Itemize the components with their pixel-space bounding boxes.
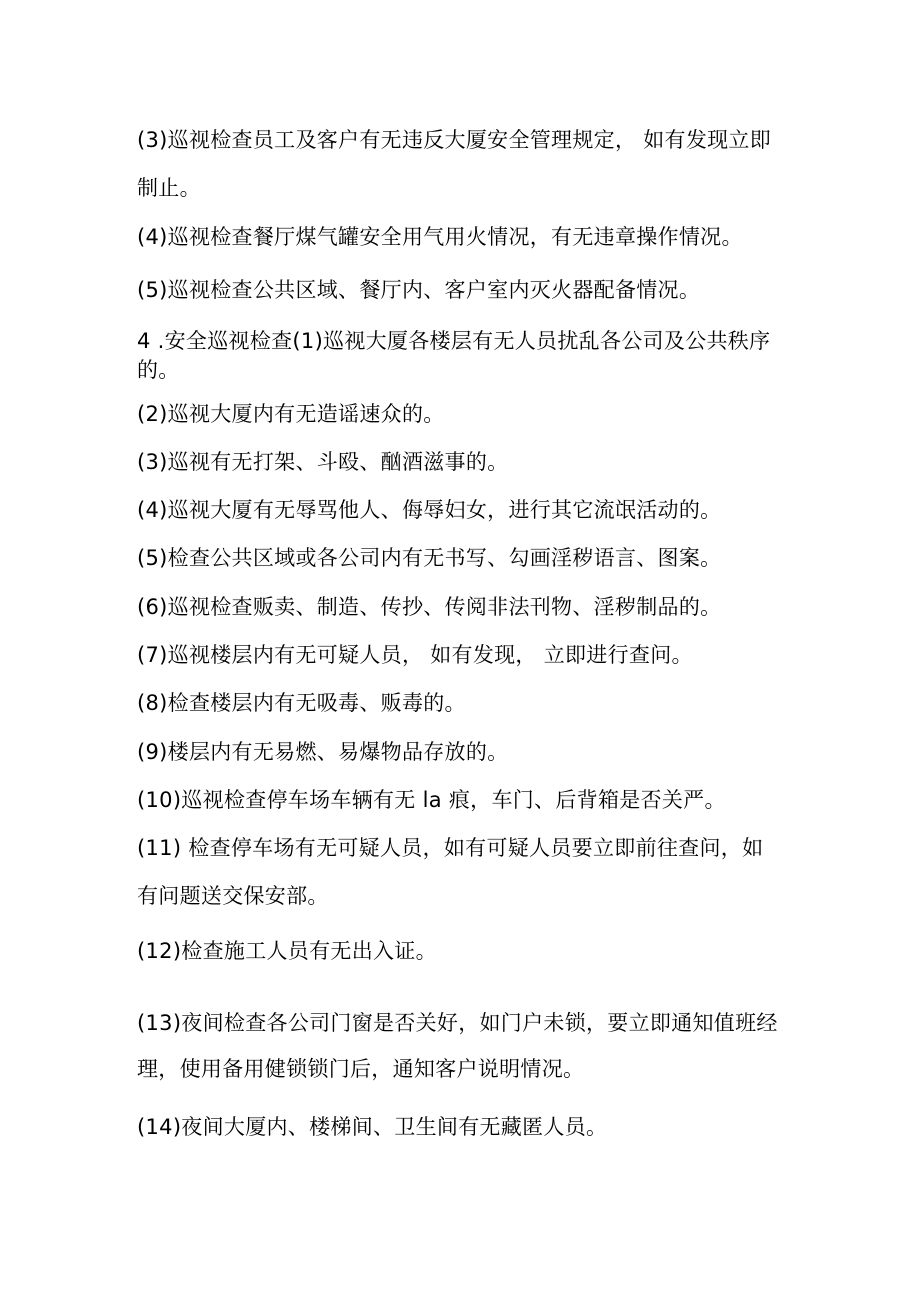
text-line: 的。 — [137, 358, 180, 382]
text-line: (7)巡视楼层内有无可疑人员， 如有发现， 立即进行查问。 — [137, 643, 693, 667]
text-line: (12)检查施工人员有无出入证。 — [137, 939, 437, 963]
text-line: 4 .安全巡视检查(1)巡视大厦各楼层有无人员扰乱各公司及公共秩序 — [137, 329, 771, 353]
text-line: (9)楼层内有无易燃、易爆物品存放的。 — [137, 740, 509, 764]
text-line: (13)夜间检查各公司门窗是否关好，如门户未锁，要立即通知值班经 — [137, 1011, 778, 1035]
text-line: (3)巡视检查员工及客户有无违反大厦安全管理规定， 如有发现立即 — [137, 128, 772, 152]
text-line: 有问题送交保安部。 — [137, 884, 329, 908]
text-line: (11) 检查停车场有无可疑人员，如有可疑人员要立即前往查问，如 — [137, 836, 764, 860]
text-line: (8)检查楼层内有无吸毒、贩毒的。 — [137, 691, 466, 715]
text-line: (3)巡视有无打架、斗殴、酗酒滋事的。 — [137, 450, 509, 474]
text-line: 制止。 — [137, 176, 201, 200]
text-line: (4)巡视大厦有无辱骂他人、侮辱妇女，进行其它流氓活动的。 — [137, 498, 722, 522]
text-line: (4)巡视检查餐厅煤气罐安全用气用火情况，有无违章操作情况。 — [137, 225, 743, 249]
text-line: (5)巡视检查公共区域、餐厅内、客户室内灭火器配备情况。 — [137, 278, 701, 302]
text-line: (5)检查公共区域或各公司内有无书写、勾画淫秽语言、图案。 — [137, 546, 722, 570]
text-line: (6)巡视检查贩卖、制造、传抄、传阅非法刊物、淫秽制品的。 — [137, 595, 722, 619]
text-line: (10)巡视检查停车场车辆有无 la 痕，车门、后背箱是否关严。 — [137, 788, 726, 812]
text-line: (14)夜间大厦内、楼梯间、卫生间有无藏匿人员。 — [137, 1115, 608, 1139]
text-line: (2)巡视大厦内有无造谣速众的。 — [137, 402, 445, 426]
text-line: 理，使用备用健锁锁门后，通知客户说明情况。 — [137, 1057, 585, 1081]
